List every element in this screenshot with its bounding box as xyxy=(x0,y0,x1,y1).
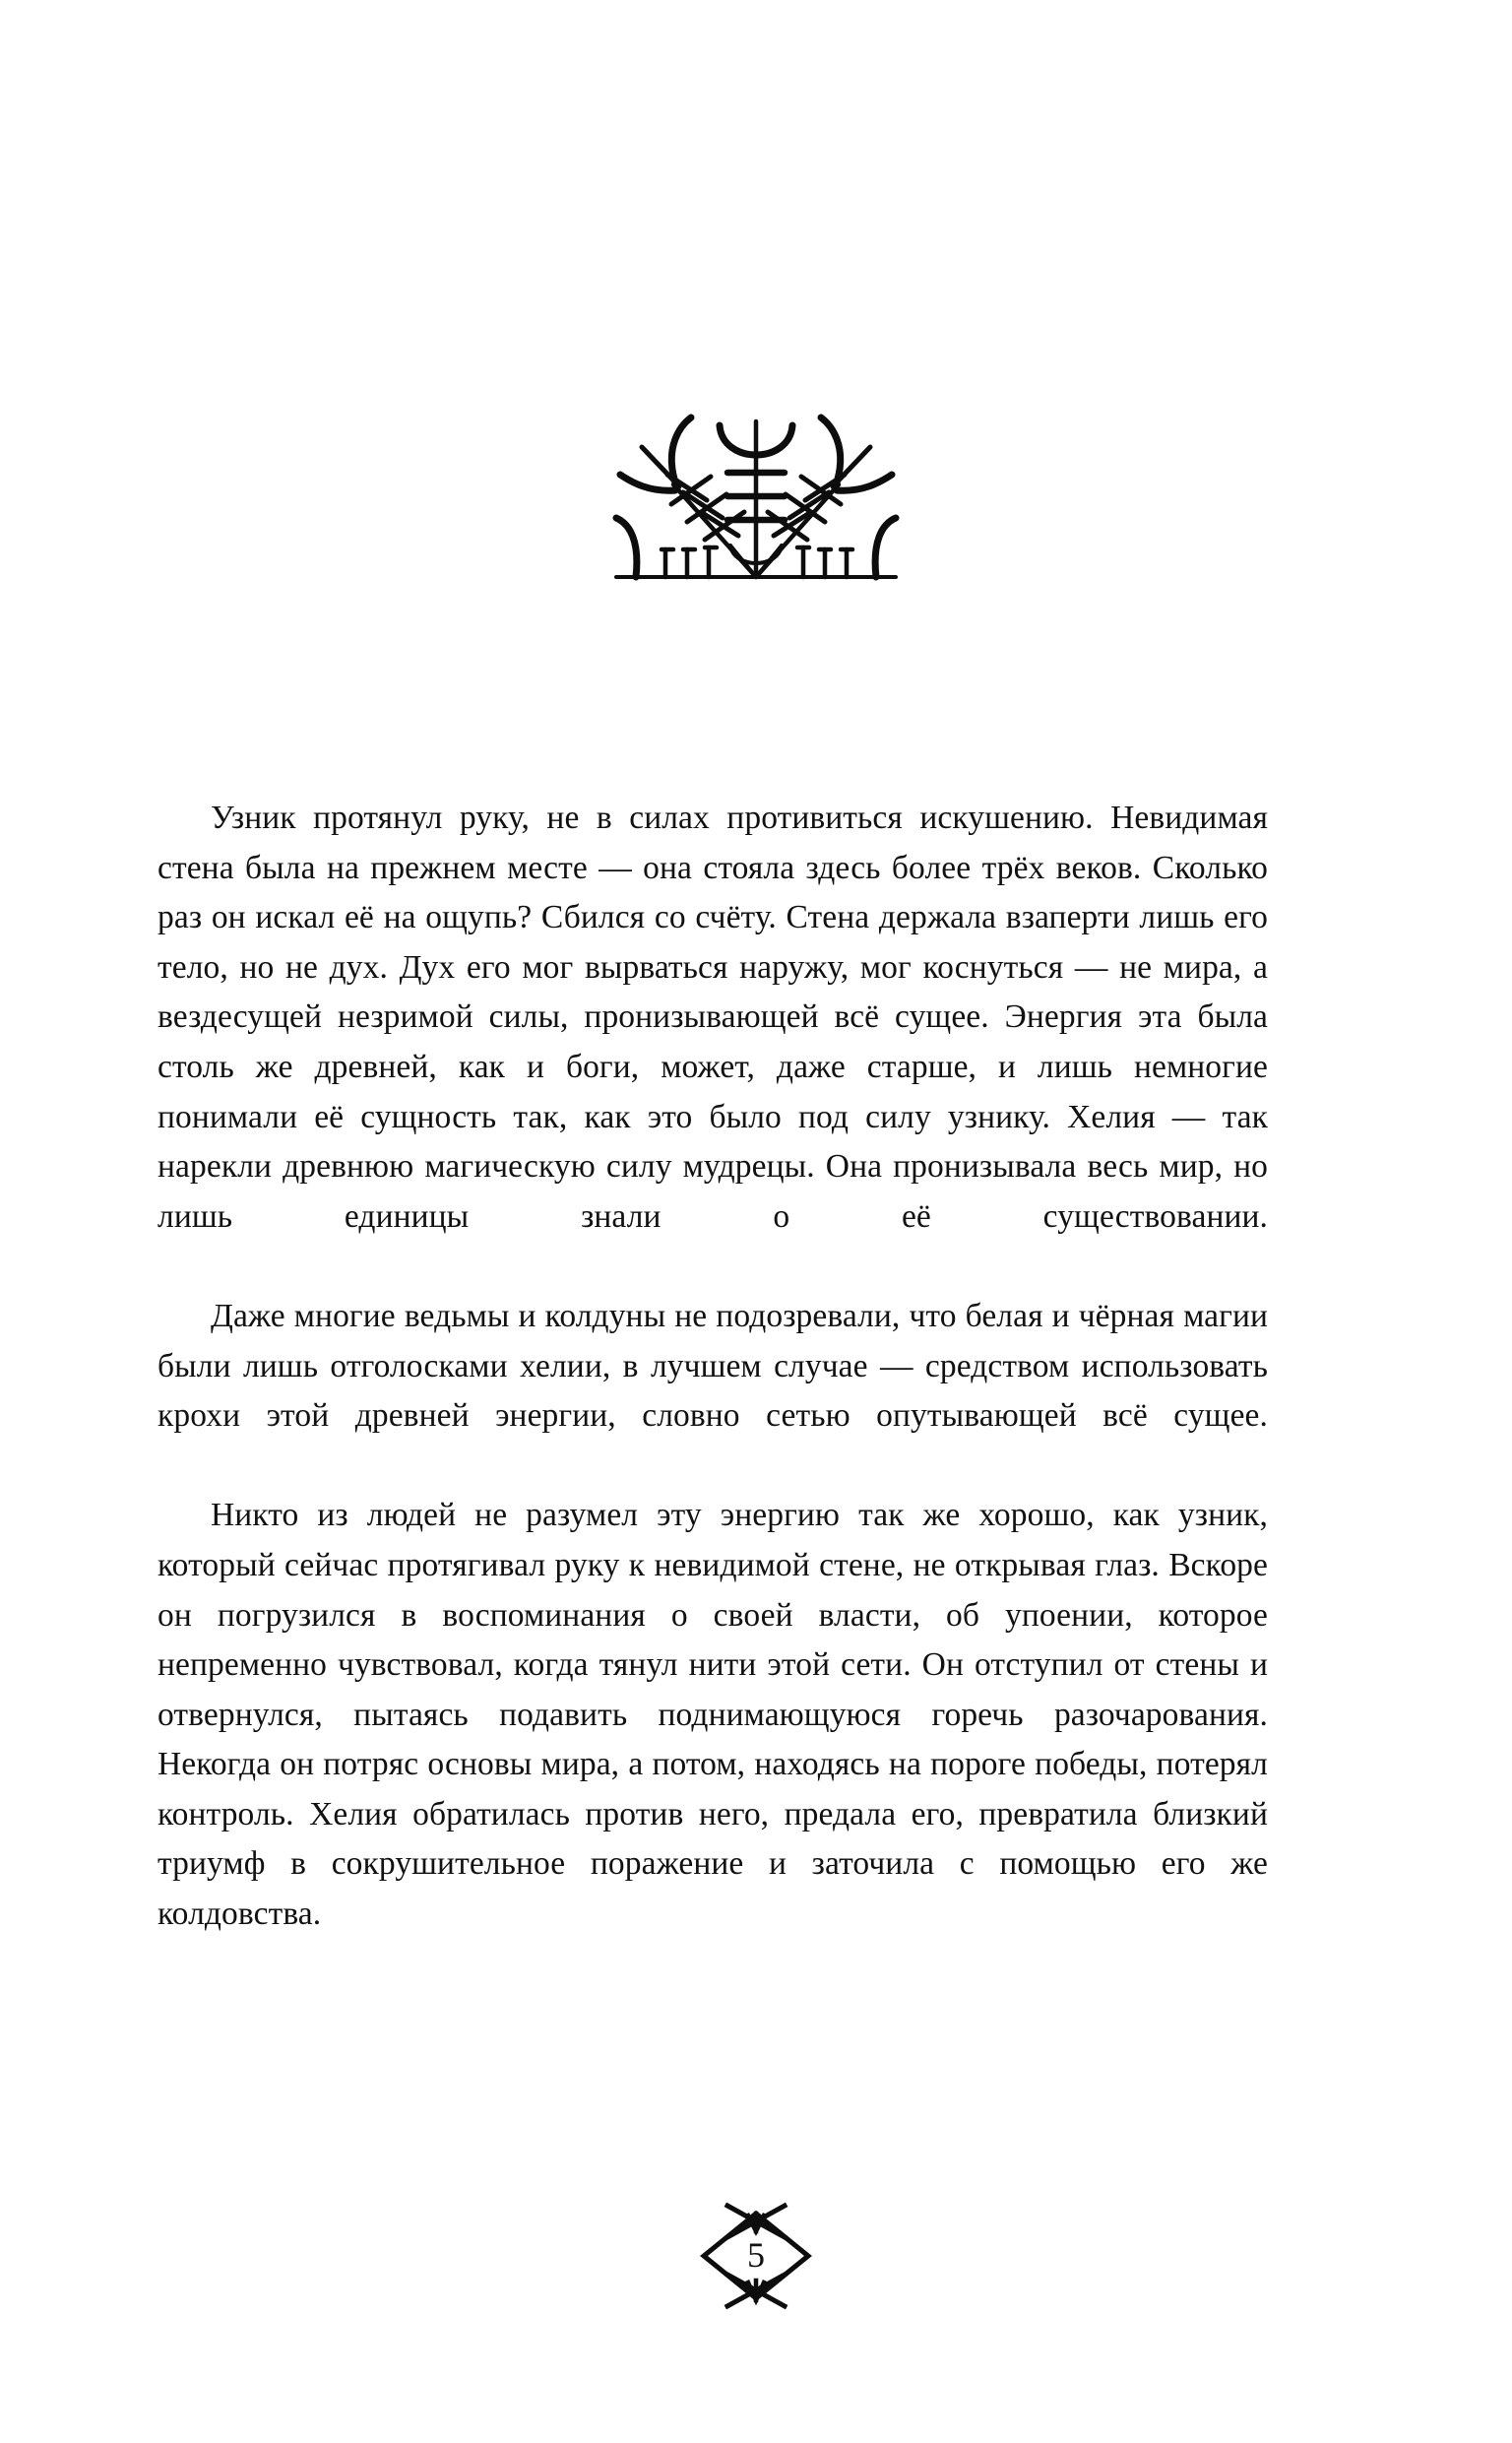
folio xyxy=(0,2198,1512,2314)
paragraph: Даже многие ведьмы и колдуны не подозревали, что белая и чёрная магии были лишь отголосками хелии, в лучшем случае — средством использовать крохи этой древней энергии, словно сетью опутывающей всё сущее. xyxy=(158,1297,1268,1435)
page-number: 5 xyxy=(747,2235,765,2275)
helm-of-awe-stave-ornament xyxy=(589,402,923,589)
paragraph: Узник протянул руку, не в силах противиться искушению. Невидимая стена была на прежнем месте — она стояла здесь более трёх веков. Сколько раз он искал её на ощупь? Сбился со счёту. Стена держала взаперти лишь его тело, но не дух. Дух его мог вырваться наружу, мог коснуться — не мира, а вездесущей незримой силы, пронизывающей всё сущее. Энергия эта была столь же древней, как и боги, может, даже старше, и лишь немногие понимали её сущность так, как это было под силу узнику. Хелия — так нарекли древнюю магическую силу мудрецы. Она пронизывала весь мир, но лишь единицы знали о её существовании. xyxy=(158,800,1268,1235)
chapter-ornament xyxy=(0,402,1512,589)
body-text-block xyxy=(158,794,1268,1989)
paragraph: Никто из людей не разумел эту энергию так же хорошо, как узник, который сейчас протягивал руку к невидимой стене, не открывая глаз. Вскоре он погрузился в воспоминания о своей власти, об упоении, которое непременно чувствовал, когда тянул нити этой сети. Он отступил от стены и отвернулся, пытаясь подавить поднимающуюся горечь разочарования. Некогда он потряс основы мира, а потом, находясь на пороге победы, потерял контроль. Хелия обратилась против него, предала его, превратила близкий триумф в сокрушительное поражение и заточила с помощью его же колдовства. xyxy=(158,1497,1268,1933)
folio-ornament-wrapper xyxy=(692,2198,820,2314)
